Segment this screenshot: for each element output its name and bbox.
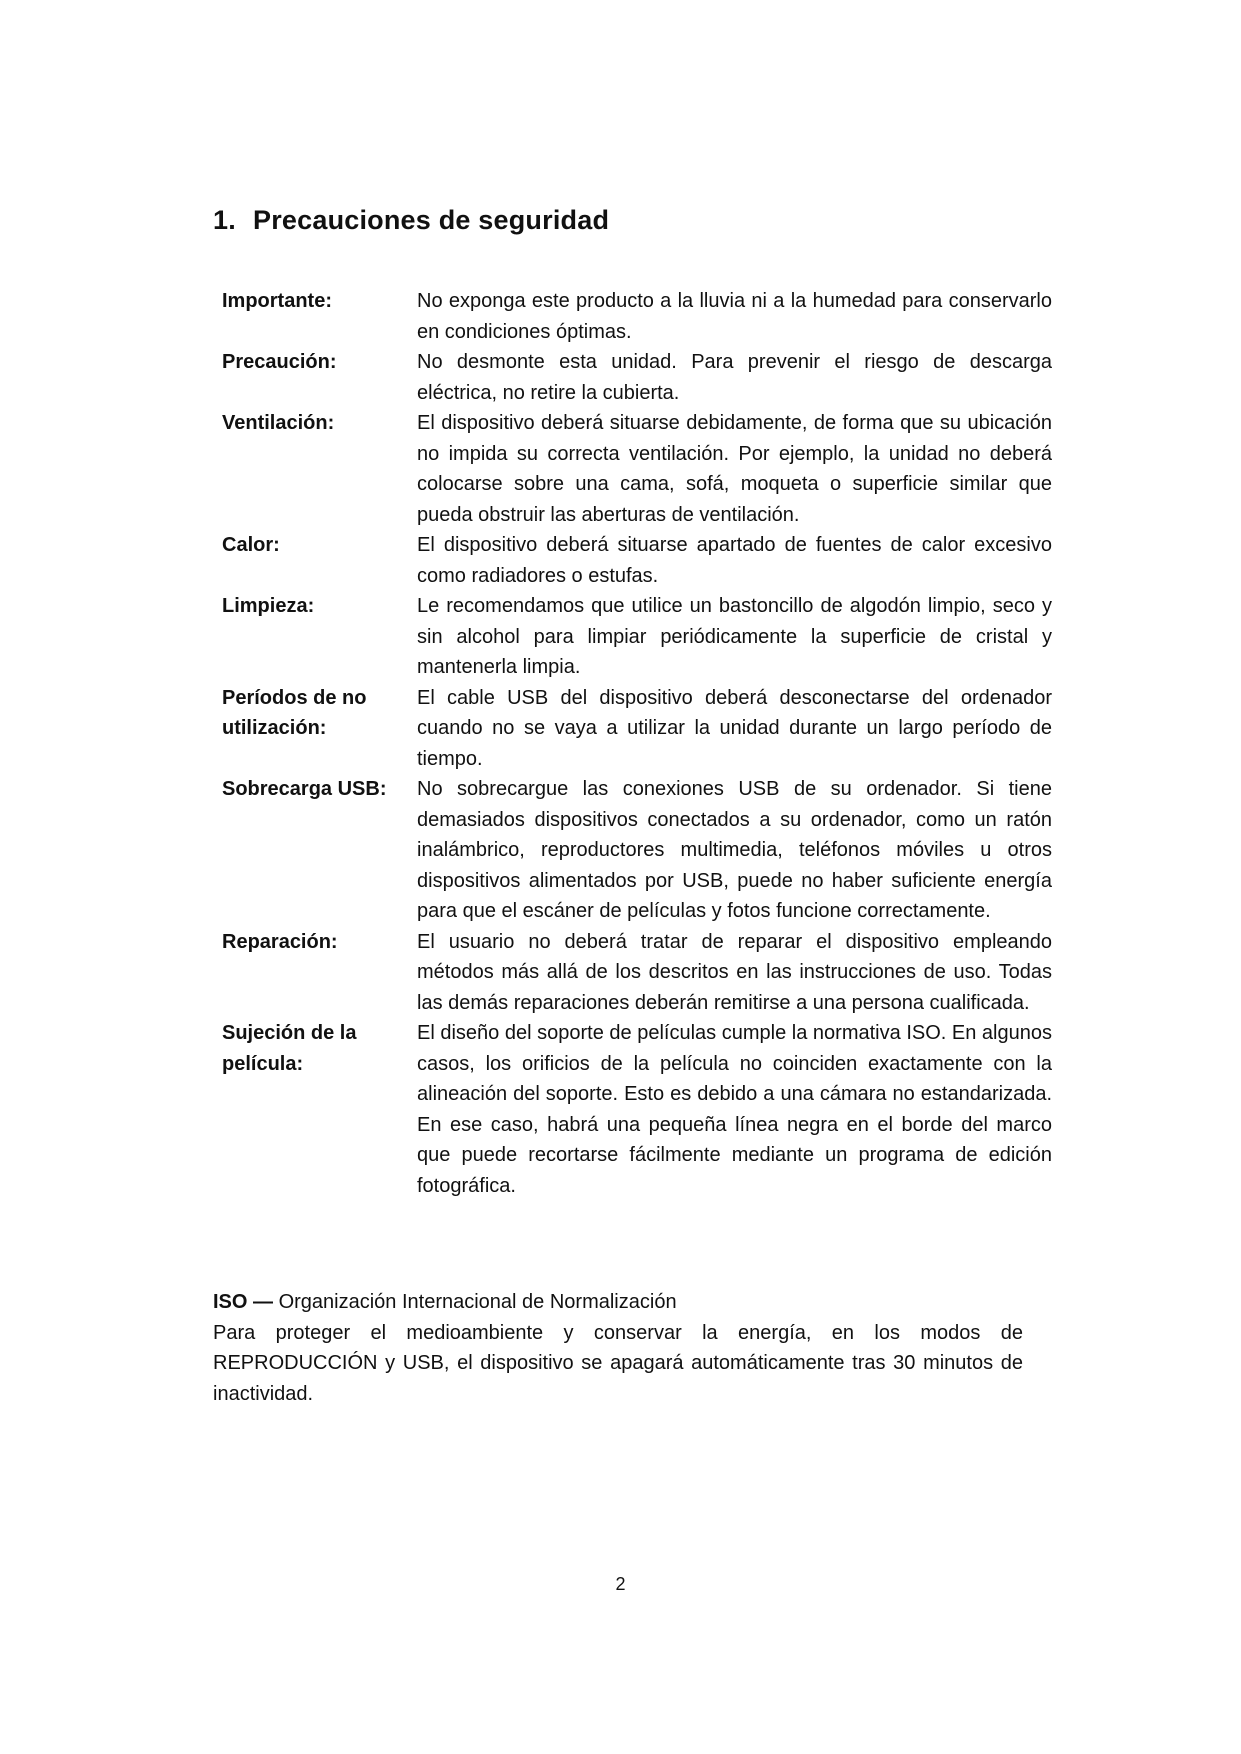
precaution-entry-periodos [222, 683, 1052, 775]
precaution-entry-sujecion [222, 1018, 1052, 1201]
energy-saving-note: Para proteger el medioambiente y conservar la energía, en los modos de REPRODUCCIÓN y USB, el dispositivo se apagará automáticamente tras 30 minutos de inactividad. [213, 1321, 1023, 1405]
precaution-entry-sobrecarga-usb [222, 774, 1052, 927]
precaution-term: Limpieza: [222, 595, 315, 617]
precaution-description: No desmonte esta unidad. Para prevenir el riesgo de descarga eléctrica, no retire la cubierta. [417, 351, 1052, 404]
footer-notes [213, 1287, 1023, 1409]
precaution-term: Reparación: [222, 930, 338, 953]
page-number: 2 [615, 1574, 626, 1594]
section-heading [213, 205, 609, 236]
precaution-term: Sobrecarga USB: [222, 778, 387, 800]
precaution-entry-limpieza [222, 591, 1052, 683]
precaution-description: El diseño del soporte de películas cumple la normativa ISO. En algunos casos, los orificios de la película no coinciden exactamente con la alineación del soporte. Esto es debido a una cámara no estandarizada. En ese caso, habrá una pequeña línea negra en el borde del marco que puede recortarse fácilmente mediante un programa de edición fotográfica. [417, 1022, 1052, 1197]
iso-definition [213, 1287, 1023, 1318]
precaution-term: Precaución: [222, 351, 337, 373]
precaution-entry-ventilacion [222, 408, 1052, 530]
section-title: Precauciones de seguridad [253, 205, 610, 235]
precaution-term: Períodos de no utilización: [222, 686, 367, 739]
precaution-description: El dispositivo deberá situarse apartado de fuentes de calor excesivo como radiadores o estufas. [417, 534, 1052, 587]
precautions-list [222, 286, 1052, 1201]
precaution-description: El cable USB del dispositivo deberá desconectarse del ordenador cuando no se vaya a utilizar la unidad durante un largo período de tiempo. [417, 686, 1052, 770]
precaution-description: El usuario no deberá tratar de reparar el dispositivo empleando métodos más allá de los descritos en las instrucciones de uso. Todas las demás reparaciones deberán remitirse a una persona cualificada. [417, 930, 1052, 1014]
precaution-entry-precaucion [222, 347, 1052, 408]
precaution-description: No sobrecargue las conexiones USB de su ordenador. Si tiene demasiados dispositivos conectados a su ordenador, como un ratón inalámbrico, reproductores multimedia, teléfonos móviles u otros dispositivos alimentados por USB, puede no haber suficiente energía para que el escáner de películas y fotos funcione correctamente. [417, 778, 1052, 922]
precaution-entry-importante [222, 286, 1052, 347]
precaution-description: El dispositivo deberá situarse debidamente, de forma que su ubicación no impida su correcta ventilación. Por ejemplo, la unidad no deberá colocarse sobre una cama, sofá, moqueta o superficie similar que pueda obstruir las aberturas de ventilación. [417, 412, 1052, 526]
precaution-term: Ventilación: [222, 412, 335, 434]
precaution-term: Calor: [222, 534, 280, 556]
section-number: 1. [213, 205, 236, 235]
precaution-description: Le recomendamos que utilice un bastoncillo de algodón limpio, seco y sin alcohol para limpiar periódicamente la superficie de cristal y mantenerla limpia. [417, 595, 1052, 678]
precaution-entry-calor [222, 530, 1052, 591]
precaution-term: Importante: [222, 290, 332, 312]
precaution-entry-reparacion [222, 927, 1052, 1019]
precaution-term: Sujeción de la película: [222, 1022, 357, 1075]
precaution-description: No exponga este producto a la lluvia ni a la humedad para conservarlo en condiciones óptimas. [417, 290, 1052, 343]
iso-expansion: Organización Internacional de Normalización [273, 1291, 677, 1313]
iso-abbreviation: ISO — [213, 1291, 274, 1313]
